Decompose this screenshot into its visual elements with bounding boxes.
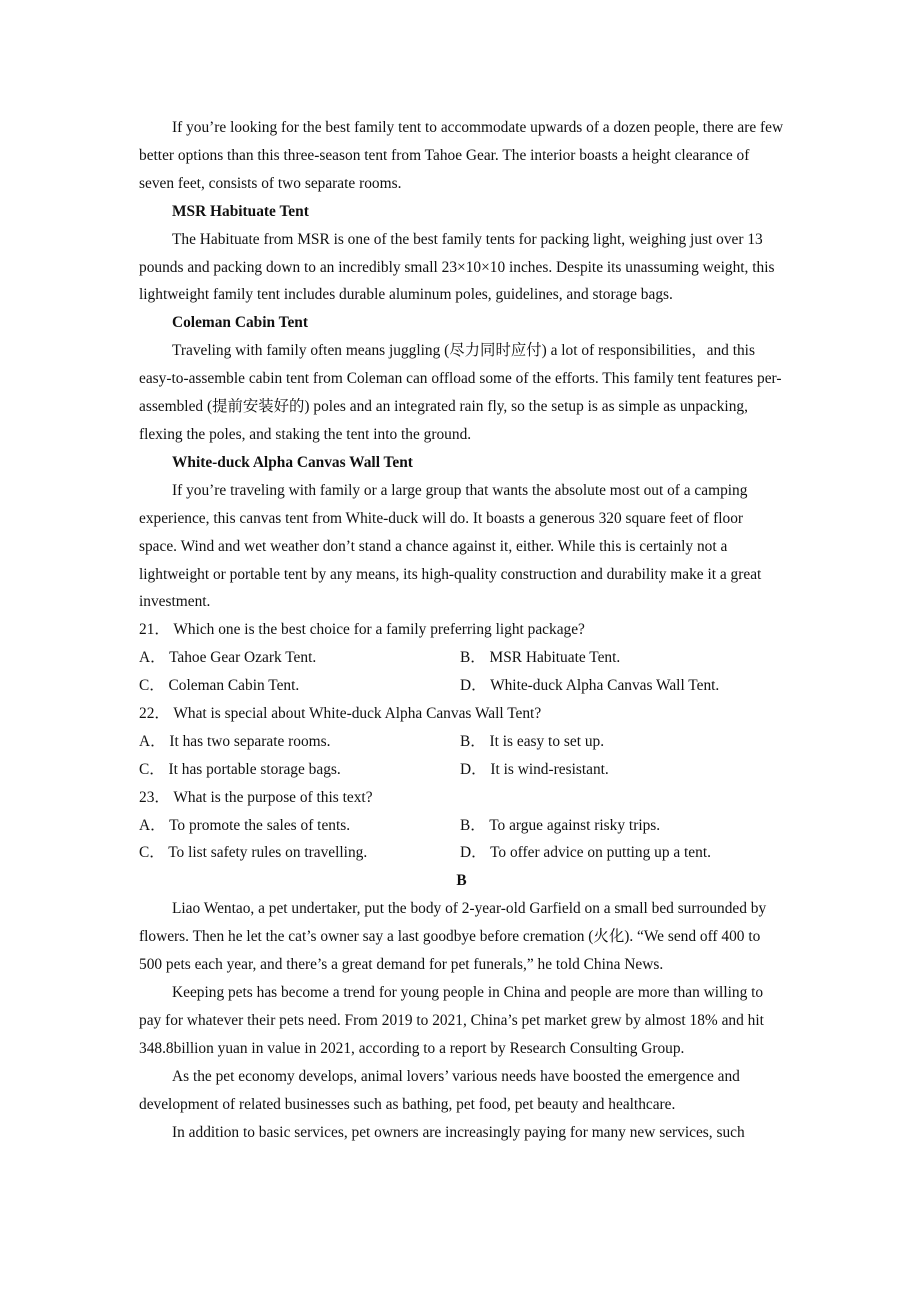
question-22-options-row-1 — [139, 728, 784, 756]
question-21-option-b: B． MSR Habituate Tent. — [460, 649, 621, 667]
passage-b-paragraph-2: Keeping pets has become a trend for young people in China and people are more than willing to pay for whatever their pets need. From 2019 to 2021, China’s pet market grew by almost 18% and hit 348.8billion yuan in value in 2021, according to a report by Research Consulting Group. — [139, 984, 764, 1057]
section-body-msr: The Habituate from MSR is one of the best family tents for packing light, weighing just over 13 pounds and packing down to an incredibly small 23×10×10 inches. Despite its unassuming weight, this lightweight family tent includes durable aluminum poles, guidelines, and storage bags. — [139, 230, 775, 304]
question-23-option-b: B． To argue against risky trips. — [460, 816, 661, 834]
question-22-option-c: C． It has portable storage bags. — [139, 760, 341, 778]
passage-b-paragraph-1: Liao Wentao, a pet undertaker, put the body of 2-year-old Garfield on a small bed surrounded by flowers. Then he let the cat’s owner say a last goodbye before cremation (火化). “We send off 400 to 500 pets each year, and there’s a great demand for pet funerals,” he told China News. — [139, 900, 767, 974]
question-21-options-row-2 — [139, 672, 784, 700]
passage-b-title: B — [456, 872, 467, 890]
section-heading-coleman: Coleman Cabin Tent — [172, 314, 308, 332]
question-21-stem: 21． Which one is the best choice for a family preferring light package? — [139, 621, 585, 639]
question-21-option-a: A． Tahoe Gear Ozark Tent. — [139, 649, 317, 667]
question-22-option-d: D． It is wind-resistant. — [460, 760, 609, 778]
question-23-option-c: C． To list safety rules on travelling. — [139, 844, 368, 862]
section-heading-white-duck: White-duck Alpha Canvas Wall Tent — [172, 453, 413, 471]
question-21-option-c: C． Coleman Cabin Tent. — [139, 677, 300, 695]
question-21-option-d: D． White-duck Alpha Canvas Wall Tent. — [460, 677, 720, 695]
section-body-white-duck: If you’re traveling with family or a large group that wants the absolute most out of a camping experience, this canvas tent from White-duck will do. It boasts a generous 320 square feet of floor space. Wind and wet weather don’t stand a chance against it, either. While this is certainly not a lightweight or portable tent by any means, its high-quality construction and durability make it a great investment. — [139, 481, 762, 611]
exam-page — [139, 114, 784, 1146]
question-22-option-a: A． It has two separate rooms. — [139, 732, 331, 750]
question-23-option-a: A． To promote the sales of tents. — [139, 816, 351, 834]
question-23-options-row-2 — [139, 839, 784, 867]
passage-b-paragraph-3: As the pet economy develops, animal lovers’ various needs have boosted the emergence and development of related businesses such as bathing, pet food, pet beauty and healthcare. — [139, 1067, 740, 1113]
question-22-options-row-2 — [139, 756, 784, 784]
question-23-options-row-1 — [139, 812, 784, 840]
question-21-options-row-1 — [139, 644, 784, 672]
question-23-stem: 23． What is the purpose of this text? — [139, 788, 373, 806]
passage-a-intro: If you’re looking for the best family tent to accommodate upwards of a dozen people, there are few better options than this three-season tent from Tahoe Gear. The interior boasts a height clearance of seven feet, consists of two separate rooms. — [139, 119, 784, 192]
question-22-stem: 22． What is special about White-duck Alpha Canvas Wall Tent? — [139, 705, 542, 722]
section-body-coleman: Traveling with family often means juggling (尽力同时应付) a lot of responsibilities，and this easy-to-assemble cabin tent from Coleman can offload some of the efforts. This family tent features per-assembled (提前安装好的) poles and an integrated rain fly, so the setup is as simple as unpacking, flexing the poles, and staking the tent into the ground. — [139, 342, 782, 443]
section-heading-msr: MSR Habituate Tent — [172, 202, 309, 220]
passage-b-paragraph-4: In addition to basic services, pet owners are increasingly paying for many new services, such — [172, 1123, 745, 1141]
question-23-option-d: D． To offer advice on putting up a tent. — [460, 844, 711, 862]
question-22-option-b: B． It is easy to set up. — [460, 732, 605, 750]
